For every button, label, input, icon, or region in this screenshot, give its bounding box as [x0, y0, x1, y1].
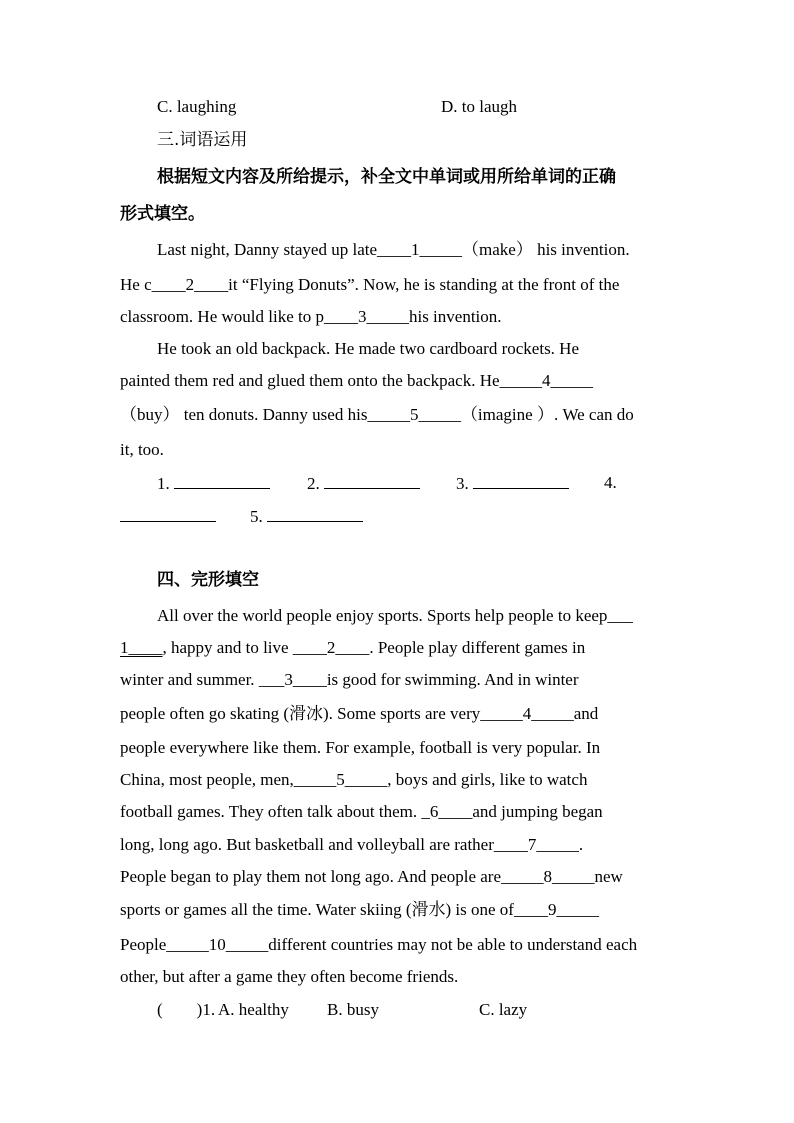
blank-6: _6____: [421, 802, 473, 821]
passage-line: [120, 899, 599, 921]
text: winter and summer.: [120, 670, 259, 689]
text: classroom. He would like to p: [120, 307, 324, 326]
passage-line: [120, 404, 634, 426]
text: Last night, Danny stayed up late: [157, 240, 378, 259]
blank-3: ____3_____: [323, 307, 409, 326]
text: He c: [120, 275, 152, 294]
blank-4: _____4_____: [499, 371, 594, 390]
passage-line: it, too.: [120, 440, 164, 459]
answer-2[interactable]: [307, 472, 420, 495]
blank-5: _____5_____: [367, 405, 461, 424]
passage-line: [120, 934, 637, 956]
text: People began to play them not long ago. And people are: [120, 867, 501, 886]
text: long, long ago. But basketball and volleyball are rather: [120, 835, 494, 854]
text: （make） his invention.: [462, 240, 630, 259]
answer-label: 2.: [307, 474, 320, 493]
blank-4: _____4_____: [480, 704, 574, 723]
question-1: [157, 999, 215, 1021]
passage-line: [120, 866, 623, 888]
section4-title: 四、完形填空: [157, 570, 259, 590]
text: China, most people, men,: [120, 770, 294, 789]
text: , boys and girls, like to watch: [387, 770, 588, 789]
text: （buy） ten donuts. Danny used his: [120, 405, 368, 424]
option-c: C. laughing: [157, 97, 237, 116]
answer-line[interactable]: [267, 505, 363, 522]
text: people often go skating (: [120, 704, 290, 723]
blank-3: ___3____: [258, 670, 327, 689]
section3-instruction-2: 形式填空。: [120, 204, 205, 224]
answer-3[interactable]: [456, 472, 569, 495]
q1-option-a: A. healthy: [218, 1000, 289, 1019]
passage-line: [157, 239, 630, 261]
answer-label: 3.: [456, 474, 469, 493]
passage-line: other, but after a game they often become friends.: [120, 967, 459, 986]
answer-label: 1.: [157, 474, 170, 493]
text: is good for swimming. And in winter: [326, 670, 579, 689]
answer-1[interactable]: [157, 472, 270, 495]
passage-line: [120, 274, 619, 296]
blank-5: _____5_____: [293, 770, 388, 789]
passage-line: He took an old backpack. He made two cardboard rockets. He: [157, 339, 580, 358]
q1-option-c: C. lazy: [479, 1000, 528, 1019]
answer-line[interactable]: [174, 472, 270, 489]
blank-2: ____2____: [292, 638, 370, 657]
passage-line: [157, 605, 633, 627]
answer-line[interactable]: [473, 472, 569, 489]
text: 滑冰: [289, 704, 324, 724]
passage-line: [120, 834, 583, 856]
blank-9: ____9_____: [513, 900, 599, 919]
answer-line[interactable]: [324, 472, 420, 489]
passage-line: [120, 306, 502, 328]
text: 滑水: [411, 900, 446, 920]
blank-7: ____7_____: [493, 835, 579, 854]
passage-line: [120, 637, 585, 659]
q1-option-b: B. busy: [327, 1000, 379, 1019]
section3-instruction-1: 根据短文内容及所给提示，补全文中单词或用所给单词的正确: [157, 167, 616, 187]
blank-1b: 1____: [120, 638, 163, 657]
answer-5[interactable]: [250, 505, 363, 528]
passage-line: people everywhere like them. For example, football is very popular. In: [120, 738, 601, 757]
passage-line: [120, 370, 593, 392]
passage-line: [120, 769, 587, 791]
question-number: 1.: [202, 1000, 216, 1019]
text: it “Flying Donuts”. Now, he is standing at the front of the: [228, 275, 620, 294]
text: . People play different games in: [369, 638, 586, 657]
text: ) is one of: [445, 900, 514, 919]
text: sports or games all the time. Water skiing (: [120, 900, 412, 919]
text: and jumping began: [472, 802, 603, 821]
text: , happy and to live: [162, 638, 293, 657]
answer-paren[interactable]: ( ): [157, 1000, 203, 1019]
text: new: [594, 867, 623, 886]
text: football games. They often talk about them.: [120, 802, 422, 821]
text: his invention.: [408, 307, 502, 326]
passage-line: [120, 801, 603, 823]
text: different countries may not be able to understand each: [268, 935, 638, 954]
answer-4[interactable]: [120, 505, 216, 528]
blank-8: _____8_____: [501, 867, 595, 886]
text: People: [120, 935, 167, 954]
blank-2: ____2____: [151, 275, 229, 294]
blank-10: _____10_____: [166, 935, 269, 954]
text: All over the world people enjoy sports. Sports help people to keep: [157, 606, 608, 625]
text: and: [573, 704, 599, 723]
answer-line[interactable]: [120, 505, 216, 522]
option-d: D. to laugh: [441, 97, 518, 116]
text: ). Some sports are very: [323, 704, 481, 723]
text: painted them red and glued them onto the backpack. He: [120, 371, 500, 390]
passage-line: [120, 669, 579, 691]
section3-title: 三.词语运用: [157, 130, 248, 150]
answer-label: 5.: [250, 507, 263, 526]
blank-1a: ___: [607, 606, 633, 625]
text: .: [578, 835, 584, 854]
blank-1: ____1_____: [377, 240, 463, 259]
passage-line: [120, 703, 598, 725]
answer-4-label: 4.: [604, 473, 617, 492]
text: （imagine ）. We can do: [460, 405, 634, 424]
